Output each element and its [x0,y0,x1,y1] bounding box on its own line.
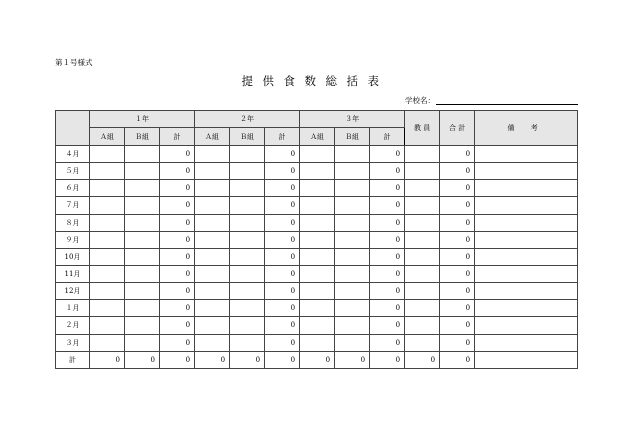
month-row [56,163,578,180]
subtotal-cell[interactable]: 0 [370,334,405,351]
class-a-cell[interactable] [300,248,335,265]
notes-cell[interactable] [475,248,578,265]
month-label: ６月 [56,180,90,197]
class-b-cell[interactable] [125,180,160,197]
subtotal-cell[interactable]: 0 [370,300,405,317]
subtotal-cell[interactable]: 0 [160,146,195,163]
notes-cell[interactable] [475,163,578,180]
total-row-label: 計 [56,351,90,368]
header-class-b: Ｂ組 [335,128,370,146]
subtotal-cell[interactable]: 0 [370,231,405,248]
class-a-cell[interactable] [195,197,230,214]
class-b-cell[interactable] [125,197,160,214]
class-a-cell[interactable] [195,317,230,334]
class-b-cell[interactable] [335,300,370,317]
total-cell[interactable]: 0 [440,146,475,163]
subtotal-cell[interactable]: 0 [370,197,405,214]
total-cell[interactable]: 0 [440,283,475,300]
class-b-cell[interactable] [230,197,265,214]
header-grade-2: ２年 [195,111,300,128]
subtotal-cell[interactable]: 0 [370,248,405,265]
class-b-cell[interactable] [335,265,370,282]
month-row [56,231,578,248]
total-cell[interactable]: 0 [440,300,475,317]
total-cell[interactable]: 0 [440,163,475,180]
month-label: ３月 [56,334,90,351]
class-b-cell[interactable] [230,334,265,351]
subtotal-cell[interactable]: 0 [265,231,300,248]
class-a-cell[interactable] [300,197,335,214]
class-a-cell[interactable] [90,146,125,163]
class-a-cell[interactable] [90,265,125,282]
teachers-cell[interactable] [405,300,440,317]
class-b-cell[interactable] [230,163,265,180]
month-row [56,248,578,265]
notes-cell[interactable] [475,334,578,351]
class-b-cell[interactable] [335,283,370,300]
class-b-cell[interactable] [125,334,160,351]
teachers-cell[interactable] [405,334,440,351]
subtotal-cell[interactable]: 0 [160,300,195,317]
class-b-cell[interactable] [125,146,160,163]
header-class-a: Ａ組 [90,128,125,146]
subtotal-cell[interactable]: 0 [370,163,405,180]
class-b-cell[interactable] [335,317,370,334]
class-a-cell[interactable] [300,231,335,248]
teachers-cell[interactable] [405,180,440,197]
subtotal-cell[interactable]: 0 [370,265,405,282]
class-b-cell[interactable] [125,283,160,300]
header-class-b: Ｂ組 [230,128,265,146]
subtotal-cell[interactable]: 0 [265,180,300,197]
header-class-a: Ａ組 [195,128,230,146]
class-b-cell[interactable] [230,180,265,197]
header-grade-1: １年 [90,111,195,128]
class-b-cell[interactable]: 0 [335,351,370,368]
month-row [56,197,578,214]
class-b-cell[interactable] [230,283,265,300]
teachers-cell[interactable] [405,265,440,282]
header-notes: 備 考 [475,111,578,146]
teachers-cell[interactable] [405,231,440,248]
subtotal-cell[interactable]: 0 [370,351,405,368]
class-b-cell[interactable] [230,317,265,334]
class-a-cell[interactable] [90,300,125,317]
subtotal-cell[interactable]: 0 [160,197,195,214]
class-a-cell[interactable]: 0 [90,351,125,368]
header-class-subtotal: 計 [160,128,195,146]
class-a-cell[interactable] [300,334,335,351]
class-b-cell[interactable] [125,265,160,282]
total-cell[interactable]: 0 [440,334,475,351]
class-a-cell[interactable] [90,317,125,334]
class-a-cell[interactable] [195,283,230,300]
subtotal-cell[interactable]: 0 [265,351,300,368]
subtotal-cell[interactable]: 0 [370,214,405,231]
total-cell[interactable]: 0 [440,265,475,282]
class-a-cell[interactable]: 0 [195,351,230,368]
teachers-cell[interactable] [405,163,440,180]
notes-cell[interactable] [475,180,578,197]
month-row [56,265,578,282]
total-cell[interactable]: 0 [440,248,475,265]
subtotal-cell[interactable]: 0 [265,163,300,180]
header-class-b: Ｂ組 [125,128,160,146]
class-b-cell[interactable] [335,163,370,180]
class-b-cell[interactable] [125,248,160,265]
subtotal-cell[interactable]: 0 [265,317,300,334]
class-a-cell[interactable] [90,283,125,300]
school-name-label: 学校名： [405,96,435,105]
class-a-cell[interactable] [195,300,230,317]
class-a-cell[interactable] [90,248,125,265]
header-class-subtotal: 計 [370,128,405,146]
class-a-cell[interactable] [195,180,230,197]
class-a-cell[interactable] [300,214,335,231]
teachers-cell[interactable] [405,214,440,231]
month-label: １月 [56,300,90,317]
month-row [56,300,578,317]
header-class-a: Ａ組 [300,128,335,146]
teachers-cell[interactable]: 0 [405,351,440,368]
class-b-cell[interactable] [335,231,370,248]
subtotal-cell[interactable]: 0 [265,146,300,163]
subtotal-cell[interactable]: 0 [265,265,300,282]
subtotal-cell[interactable]: 0 [265,197,300,214]
subtotal-cell[interactable]: 0 [160,163,195,180]
subtotal-cell[interactable]: 0 [160,231,195,248]
subtotal-cell[interactable]: 0 [160,180,195,197]
class-b-cell[interactable] [335,248,370,265]
class-a-cell[interactable] [300,283,335,300]
class-b-cell[interactable] [335,197,370,214]
class-b-cell[interactable]: 0 [125,351,160,368]
class-a-cell[interactable] [300,163,335,180]
class-b-cell[interactable] [335,214,370,231]
total-cell[interactable]: 0 [440,231,475,248]
subtotal-cell[interactable]: 0 [370,180,405,197]
subtotal-cell[interactable]: 0 [160,214,195,231]
class-b-cell[interactable] [125,300,160,317]
subtotal-cell[interactable]: 0 [160,265,195,282]
class-a-cell[interactable] [90,163,125,180]
month-label: ４月 [56,146,90,163]
class-b-cell[interactable] [335,180,370,197]
class-b-cell[interactable] [335,146,370,163]
class-b-cell[interactable] [230,231,265,248]
subtotal-cell[interactable]: 0 [265,334,300,351]
month-label: ５月 [56,163,90,180]
notes-cell[interactable] [475,283,578,300]
class-b-cell[interactable] [125,317,160,334]
header-class-subtotal: 計 [265,128,300,146]
header-total: 合 計 [440,111,475,146]
subtotal-cell[interactable]: 0 [160,248,195,265]
class-a-cell[interactable] [300,146,335,163]
header-grade-3: ３年 [300,111,405,128]
month-label: ９月 [56,231,90,248]
month-label: ８月 [56,214,90,231]
class-a-cell[interactable] [300,317,335,334]
class-b-cell[interactable] [230,300,265,317]
class-a-cell[interactable] [195,214,230,231]
class-a-cell[interactable] [90,231,125,248]
notes-cell[interactable] [475,317,578,334]
month-row [56,317,578,334]
class-a-cell[interactable] [90,334,125,351]
month-row [56,180,578,197]
header-grade-row [56,111,578,128]
subtotal-cell[interactable]: 0 [370,146,405,163]
class-a-cell[interactable] [195,163,230,180]
teachers-cell[interactable] [405,146,440,163]
subtotal-cell[interactable]: 0 [265,283,300,300]
total-row [56,351,578,368]
class-a-cell[interactable] [195,334,230,351]
notes-cell[interactable] [475,265,578,282]
notes-cell[interactable] [475,146,578,163]
class-b-cell[interactable]: 0 [230,351,265,368]
month-row [56,214,578,231]
class-b-cell[interactable] [230,265,265,282]
class-a-cell[interactable] [195,265,230,282]
teachers-cell[interactable] [405,197,440,214]
class-a-cell[interactable] [90,180,125,197]
month-label: 12月 [56,283,90,300]
total-cell[interactable]: 0 [440,180,475,197]
month-label: ７月 [56,197,90,214]
subtotal-cell[interactable]: 0 [370,283,405,300]
class-b-cell[interactable] [335,334,370,351]
class-a-cell[interactable] [300,265,335,282]
meal-count-summary-table [55,110,578,369]
class-b-cell[interactable] [230,146,265,163]
class-a-cell[interactable]: 0 [300,351,335,368]
class-a-cell[interactable] [90,197,125,214]
subtotal-cell[interactable]: 0 [370,317,405,334]
month-row [56,334,578,351]
class-b-cell[interactable] [230,214,265,231]
form-title: 提供食数総括表 [241,74,389,88]
class-a-cell[interactable] [300,180,335,197]
total-cell[interactable]: 0 [440,197,475,214]
class-a-cell[interactable] [195,248,230,265]
class-b-cell[interactable] [230,248,265,265]
class-b-cell[interactable] [125,163,160,180]
total-cell[interactable]: 0 [440,214,475,231]
month-row [56,283,578,300]
month-label: 11月 [56,265,90,282]
notes-cell[interactable] [475,351,578,368]
notes-cell[interactable] [475,300,578,317]
subtotal-cell[interactable]: 0 [160,351,195,368]
table-body [56,146,578,369]
teachers-cell[interactable] [405,283,440,300]
form-number: 第１号様式 [55,58,93,67]
subtotal-cell[interactable]: 0 [160,334,195,351]
class-b-cell[interactable] [125,231,160,248]
school-name-field-line[interactable] [436,104,578,105]
month-label: 10月 [56,248,90,265]
class-a-cell[interactable] [300,300,335,317]
teachers-cell[interactable] [405,248,440,265]
month-row [56,146,578,163]
total-cell[interactable]: 0 [440,351,475,368]
teachers-cell[interactable] [405,317,440,334]
header-corner [56,111,90,146]
header-teachers: 教 員 [405,111,440,146]
class-a-cell[interactable] [195,146,230,163]
notes-cell[interactable] [475,231,578,248]
class-a-cell[interactable] [90,214,125,231]
subtotal-cell[interactable]: 0 [265,248,300,265]
subtotal-cell[interactable]: 0 [160,283,195,300]
total-cell[interactable]: 0 [440,317,475,334]
subtotal-cell[interactable]: 0 [265,300,300,317]
month-label: ２月 [56,317,90,334]
class-b-cell[interactable] [125,214,160,231]
notes-cell[interactable] [475,214,578,231]
class-a-cell[interactable] [195,231,230,248]
subtotal-cell[interactable]: 0 [265,214,300,231]
notes-cell[interactable] [475,197,578,214]
subtotal-cell[interactable]: 0 [160,317,195,334]
